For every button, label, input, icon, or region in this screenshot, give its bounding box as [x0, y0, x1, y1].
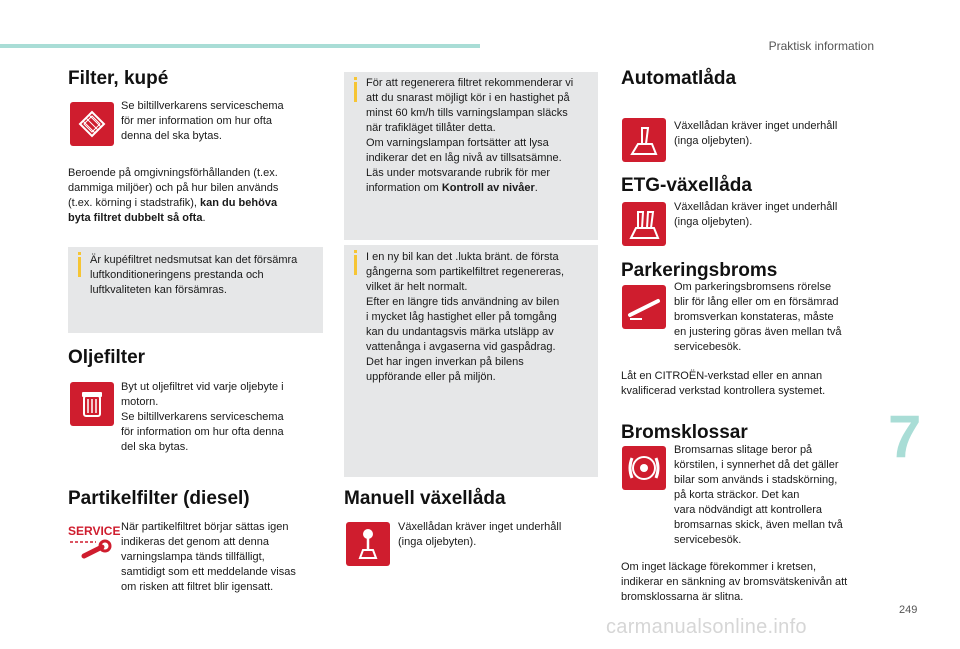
service-icon-label: SERVICE — [68, 524, 121, 538]
parking-brake-icon — [622, 285, 666, 329]
etg-text: Växellådan kräver inget underhåll (inga oljebyten). — [674, 201, 838, 228]
page-number: 249 — [899, 604, 918, 616]
gear-stick-icon — [346, 522, 390, 566]
bromsklossar-text: Bromsarnas slitage beror på körstilen, i synnerhet då det gäller bilar som används i stadskörning, på korta sträckor. Det kan vara nödvändigt att kontrollera bromsarnas skick, även mellan två servicebesök. — [674, 444, 843, 546]
oil-filter-icon — [70, 382, 114, 426]
watermark: carmanualsonline.info — [606, 616, 807, 638]
info-box-filter-kupe — [68, 247, 323, 333]
chapter-number: 7 — [888, 403, 922, 470]
header-accent-bar — [0, 44, 480, 48]
info-box-regenerate — [344, 72, 598, 240]
bromsklossar-after-text: Om inget läckage förekommer i kretsen, indikerar en sänkning av bromsvätskenivån att bromsklossarna är slitna. — [621, 561, 848, 603]
info-text-filter-kupe: Är kupéfiltret nedsmutsat kan det försämra luftkonditioneringens prestanda och luftkvaliteten kan försämras. — [90, 254, 298, 296]
info-text-regenerate: För att regenerera filtret rekommenderar vi att du snarast möjligt kör i en hastighet på minst 60 km/h tills varningslampan släcks när trafikläget tillåter detta. Om varningslampan fortsätter att lysa indikerar det en låg nivå av tillsatsämne. Läs under motsvarande rubrik för mer information om Kontroll av nivåer. — [366, 77, 574, 194]
heading-manuell: Manuell växellåda — [344, 488, 506, 509]
cabin-filter-icon — [70, 102, 114, 146]
heading-automat: Automatlåda — [621, 68, 737, 89]
heading-bromsklossar: Bromsklossar — [621, 422, 748, 443]
heading-filter-kupe: Filter, kupé — [68, 68, 169, 89]
info-icon — [354, 82, 357, 102]
info-text-new-car: I en ny bil kan det .lukta bränt. de första gångerna som partikelfiltret regenereras, vilket är helt normalt. Efter en längre tids användning av bilen i mycket låg hastighet eller på tomgång kan du undantagsvis märka utsläpp av vattenånga i avgaserna vid gaspådrag. Det har ingen inverkan på bilens uppförande eller på miljön. — [366, 251, 565, 383]
heading-oljefilter: Oljefilter — [68, 347, 146, 368]
heading-etg: ETG-växellåda — [621, 175, 752, 196]
info-icon — [78, 257, 81, 277]
parkeringsbroms-after-text: Låt en CITROËN-verkstad eller en annan kvalificerad verkstad kontrollera systemet. — [621, 370, 826, 397]
info-icon — [354, 255, 357, 275]
automatic-gearbox-icon — [622, 118, 666, 162]
automat-text: Växellådan kräver inget underhåll (inga oljebyten). — [674, 120, 838, 147]
manuell-text: Växellådan kräver inget underhåll (inga oljebyten). — [398, 521, 562, 548]
brake-pads-icon — [622, 446, 666, 490]
service-warning-icon — [68, 524, 121, 564]
filter-kupe-paragraph: Beroende på omgivningsförhållanden (t.ex. dammiga miljöer) och på hur bilen används (t.ex. körning i stadstrafik), kan du behöva byta filtret dubbelt så ofta. — [68, 167, 279, 224]
etg-gearbox-icon — [622, 202, 666, 246]
partikelfilter-text: När partikelfiltret börjar sättas igen indikeras det genom att denna varningslampa tänds tillfälligt, samtidigt som ett meddelande visas om risken att filtret blir igensatt. — [121, 521, 296, 593]
info-box-new-car — [344, 245, 598, 477]
heading-partikelfilter: Partikelfilter (diesel) — [68, 488, 250, 509]
parkeringsbroms-text: Om parkeringsbromsens rörelse blir för lång eller om en försämrad bromsverkan konstateras, måste en justering göras även mellan två servicebesök. — [674, 281, 842, 353]
filter-kupe-service-text: Se biltillverkarens serviceschema för mer information om hur ofta denna del ska bytas. — [121, 100, 284, 142]
section-title: Praktisk information — [768, 39, 874, 53]
heading-parkeringsbroms: Parkeringsbroms — [621, 260, 778, 281]
oljefilter-text: Byt ut oljefiltret vid varje oljebyte i motorn. Se biltillverkarens serviceschema för information om hur ofta denna del ska bytas. — [121, 381, 284, 453]
